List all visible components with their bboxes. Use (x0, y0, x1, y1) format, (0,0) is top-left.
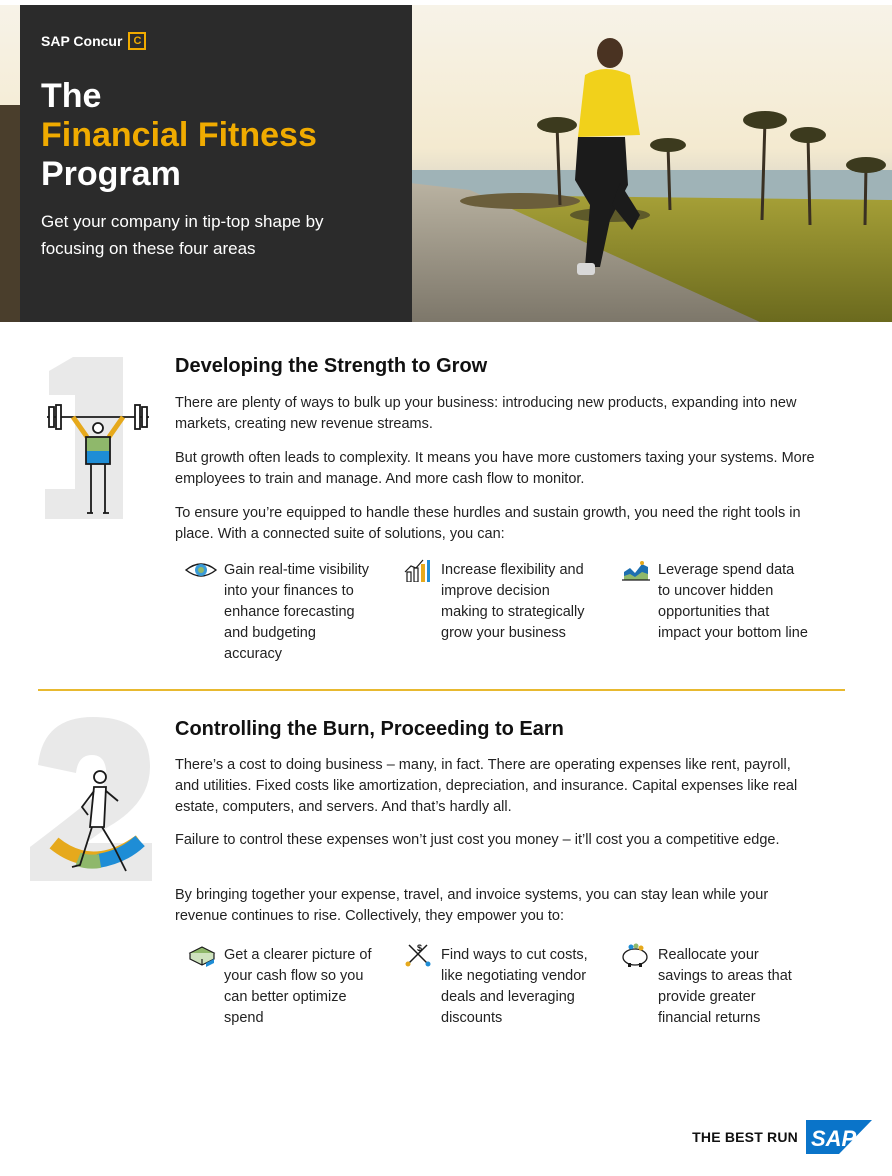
section-2-number-graphic (28, 715, 158, 883)
footer-tagline: THE BEST RUN (692, 1129, 798, 1145)
hero-banner (0, 5, 892, 322)
feature-text: Gain real-time visibility into your finances to enhance forecasting and budgeting accuracy (224, 562, 370, 662)
section-1-paragraph: There are plenty of ways to bulk up your business: introducing new products, expanding into new markets, creating new revenue streams. (175, 395, 797, 432)
concur-c-icon: C (128, 32, 146, 50)
piggy-bank-icon (618, 943, 652, 967)
feature-text: Increase flexibility and improve decision making to strategically grow your business (441, 562, 585, 641)
brand-name: SAP Concur (41, 33, 123, 49)
title-line-1: The (41, 77, 102, 115)
section-2-paragraph: Failure to control these expenses won’t just cost you money – it’ll cost you a competitive edge. (175, 832, 780, 848)
page-title (41, 77, 317, 194)
section-2-feature (401, 945, 591, 1029)
sap-logo-text: SAP (811, 1126, 857, 1151)
section-2-feature (618, 945, 808, 1029)
feature-text: Find ways to cut costs, like negotiating vendor deals and leveraging discounts (441, 947, 588, 1026)
section-1-feature (401, 560, 591, 644)
feature-text: Get a clearer picture of your cash flow so you can better optimize spend (224, 947, 372, 1026)
section-2-feature (184, 945, 374, 1029)
eye-icon (184, 558, 218, 582)
area-chart-icon (618, 558, 652, 582)
section-2-paragraph: By bringing together your expense, travel, and invoice systems, you can stay lean while your revenue continues to rise. Collectively, they empower you to: (175, 887, 769, 924)
sap-logo (806, 1120, 872, 1154)
scissors-dollar-icon (401, 943, 435, 967)
feature-text: Leverage spend data to uncover hidden opportunities that impact your bottom line (658, 562, 808, 641)
section-2-heading: Controlling the Burn, Proceeding to Earn (175, 718, 564, 740)
hero-title-panel (20, 5, 412, 322)
section-2-paragraph: There’s a cost to doing business – many, in fact. There are operating expenses like rent, payroll, and utilities. Fixed costs like amortization, depreciation, and insurance. Capital expenses like real estate, computers, and servers. And that’s hardly all. (175, 757, 798, 815)
growth-arrow-icon (401, 558, 435, 582)
section-divider (38, 689, 845, 691)
section-1-paragraph: But growth often leads to complexity. It means you have more customers taxing your systems. More employees to train and manage. And more cash flow to monitor. (175, 450, 815, 487)
section-1-paragraph: To ensure you’re equipped to handle these hurdles and sustain growth, you need the right tools in place. With a connected suite of solutions, you can: (175, 505, 801, 542)
title-line-2: Financial Fitness (41, 116, 317, 154)
section-1-feature (184, 560, 374, 665)
hero-subtitle: Get your company in tip-top shape by focusing on these four areas (41, 212, 324, 258)
sap-concur-logo (41, 32, 146, 50)
section-1-heading: Developing the Strength to Grow (175, 355, 488, 377)
svg-text:$: $ (417, 943, 423, 953)
section-1-number-graphic (45, 357, 165, 522)
section-1-feature (618, 560, 808, 644)
footer (692, 1120, 872, 1154)
cash-stack-icon (184, 943, 218, 967)
title-line-3: Program (41, 155, 181, 193)
feature-text: Reallocate your savings to areas that provide greater financial returns (658, 947, 792, 1026)
